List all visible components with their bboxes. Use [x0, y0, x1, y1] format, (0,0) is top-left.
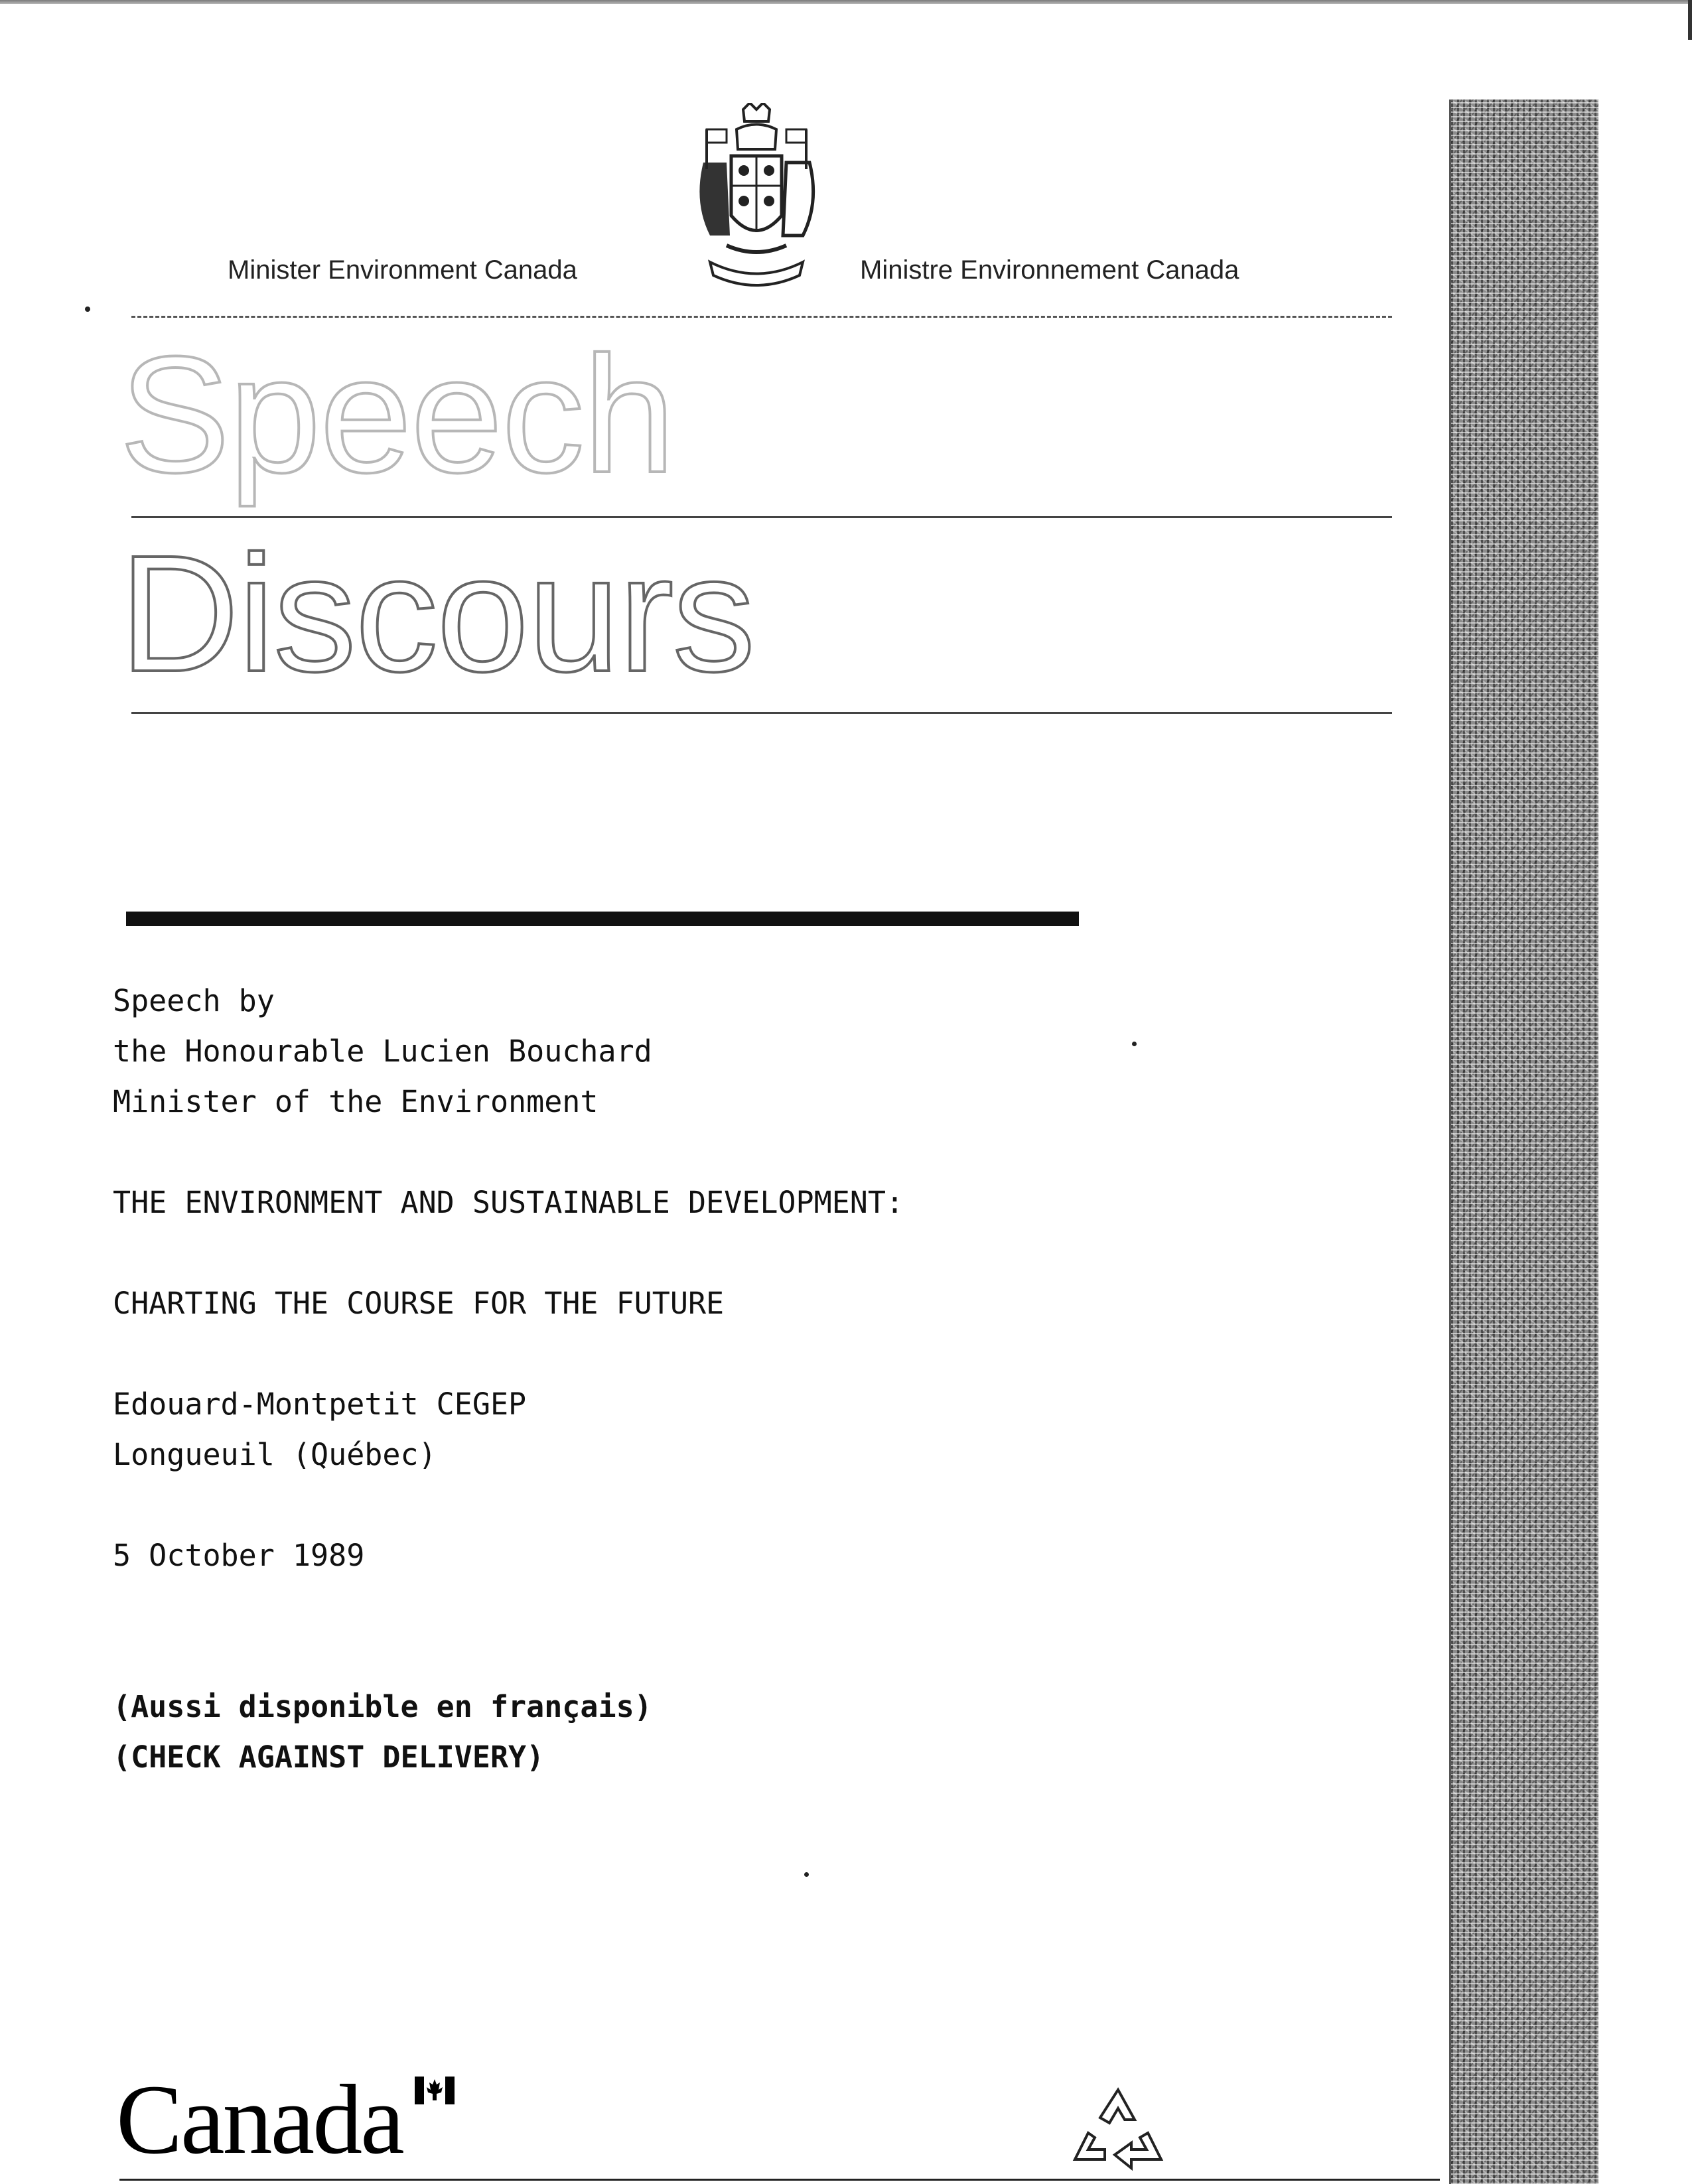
speaker-name: the Honourable Lucien Bouchard — [113, 1034, 652, 1069]
thick-separator-bar — [126, 912, 1079, 926]
canada-wordmark: Canada — [116, 2065, 403, 2175]
speech-date: 5 October 1989 — [113, 1538, 365, 1573]
speaker-title: Minister of the Environment — [113, 1084, 599, 1119]
discours-banner-word: Discours — [119, 521, 754, 706]
speech-title-line-2: CHARTING THE COURSE FOR THE FUTURE — [113, 1286, 725, 1321]
minister-english: Minister Environment Canada — [228, 255, 577, 285]
check-against-delivery-note: (CHECK AGAINST DELIVERY) — [113, 1740, 545, 1775]
scan-speck — [85, 307, 90, 312]
speech-by-line: Speech by — [113, 983, 275, 1018]
scan-edge-top — [0, 0, 1692, 4]
speech-banner-word: Speech — [119, 322, 674, 507]
recycle-icon — [1068, 2083, 1168, 2176]
banner-divider-2 — [131, 712, 1392, 714]
venue-line-1: Edouard-Montpetit CEGEP — [113, 1387, 527, 1422]
canada-flag-icon — [415, 2077, 455, 2104]
minister-french: Ministre Environnement Canada — [860, 255, 1239, 285]
coat-of-arms-icon — [690, 103, 823, 289]
banner-divider-1 — [131, 516, 1392, 518]
scan-speck — [1132, 1042, 1137, 1046]
scan-edge-right — [1688, 0, 1692, 40]
footer-rule — [119, 2179, 1440, 2181]
scan-speck — [804, 1872, 809, 1877]
venue-line-2: Longueuil (Québec) — [113, 1437, 437, 1472]
header-divider — [131, 316, 1392, 318]
french-availability-note: (Aussi disponible en français) — [113, 1689, 652, 1724]
speckled-side-strip — [1449, 100, 1598, 2184]
speech-title-line-1: THE ENVIRONMENT AND SUSTAINABLE DEVELOPMENT: — [113, 1185, 904, 1220]
